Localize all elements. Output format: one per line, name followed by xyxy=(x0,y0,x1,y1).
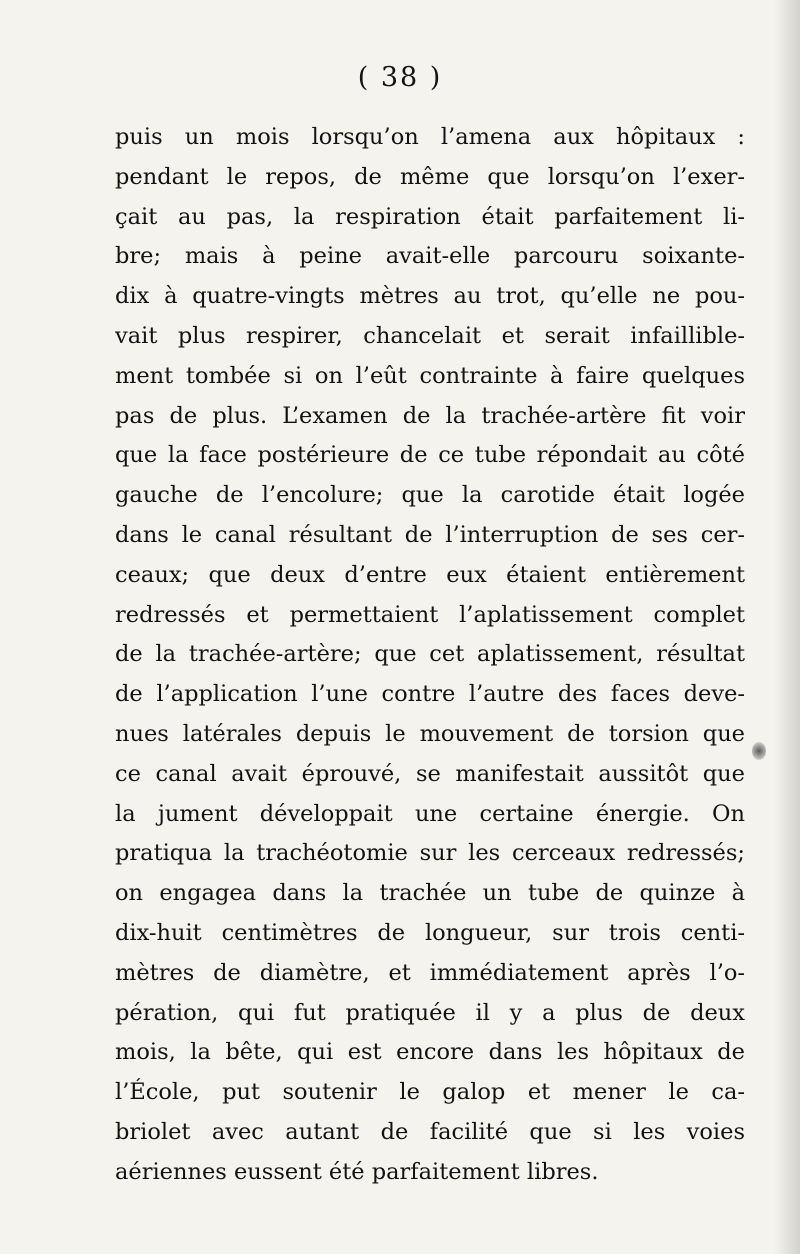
text-line: briolet avec autant de facilité que si les voies xyxy=(115,1118,745,1145)
text-line: ceaux; que deux d’entre eux étaient entièrement xyxy=(115,561,745,588)
body-paragraph xyxy=(115,118,745,1193)
text-line: pas de plus. L’examen de la trachée-artère fit voir xyxy=(115,402,745,429)
text-line: dix-huit centimètres de longueur, sur trois centi- xyxy=(115,919,745,946)
text-line: ce canal avait éprouvé, se manifestait aussitôt que xyxy=(115,760,745,787)
text-line: pendant le repos, de même que lorsqu’on l’exer- xyxy=(115,163,745,190)
text-line: puis un mois lorsqu’on l’amena aux hôpitaux : xyxy=(115,124,745,150)
text-line: redressés et permettaient l’aplatissement complet xyxy=(115,601,745,628)
text-line: dix à quatre-vingts mètres au trot, qu’elle ne pou- xyxy=(115,283,745,310)
text-line: de l’application l’une contre l’autre des faces deve- xyxy=(115,681,745,708)
text-line: pratiqua la trachéotomie sur les cerceaux redressés; xyxy=(115,840,745,867)
text-line: l’École, put soutenir le galop et mener le ca- xyxy=(115,1079,745,1106)
text-line: vait plus respirer, chancelait et serait infaillible- xyxy=(115,322,745,349)
text-line: de la trachée-artère; que cet aplatissement, résultat xyxy=(115,641,745,668)
text-line: que la face postérieure de ce tube répondait au côté xyxy=(115,442,745,469)
text-line: dans le canal résultant de l’interruption de ses cer- xyxy=(115,521,745,548)
text-line: mois, la bête, qui est encore dans les hôpitaux de xyxy=(115,1039,745,1066)
ink-blot xyxy=(752,742,766,760)
text-line: bre; mais à peine avait-elle parcouru soixante- xyxy=(115,243,745,270)
text-line: aériennes eussent été parfaitement libres. xyxy=(115,1158,599,1185)
text-line: mètres de diamètre, et immédiatement après l’o- xyxy=(115,959,745,986)
page-number: ( 38 ) xyxy=(357,62,443,93)
text-line: pération, qui fut pratiquée il y a plus de deux xyxy=(115,999,745,1026)
text-line: on engagea dans la trachée un tube de quinze à xyxy=(115,880,745,907)
text-line: ment tombée si on l’eût contrainte à faire quelques xyxy=(115,362,745,389)
text-line: la jument développait une certaine énergie. On xyxy=(115,800,745,827)
text-line: çait au pas, la respiration était parfaitement li- xyxy=(115,203,745,230)
text-line: nues latérales depuis le mouvement de torsion que xyxy=(115,720,745,747)
text-line: gauche de l’encolure; que la carotide était logée xyxy=(115,482,745,509)
